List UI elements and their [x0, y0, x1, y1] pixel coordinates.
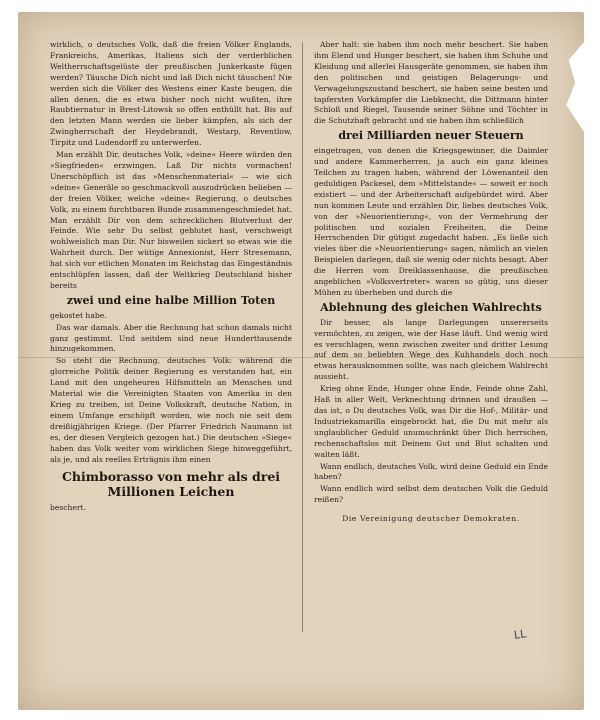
headline-taxes: drei Milliarden neuer Steuern — [338, 129, 524, 143]
headline-corpses: Chimborasso von mehr als drei Millionen Leichen — [61, 469, 281, 500]
paragraph: Das war damals. Aber die Rechnung hat schon damals nicht ganz gestimmt. Und seitdem sind neue Hunderttausende hinzugekommen. — [50, 322, 292, 354]
headline-dead: zwei und eine halbe Million Toten — [66, 293, 276, 307]
paragraph: gekostet habe. — [50, 310, 107, 320]
paragraph: wirklich, o deutsches Volk, daß die freien Völker Englands, Frankreichs, Amerikas, Italiens sich der verderblichen Weltherrschaftsgelüste der preußischen Junkerkaste fügen werden? Täusche Dich nicht und laß Dich nicht täuschen! Nie werden sich die Völker des Westens einer Kaste beugen, die allen denen, die es etwa bisher noch nicht wußten, ihre Raubtiernatur in Brest-Litowsk so offen enthüllt hat. Bis auf den letzten Mann werden sie lieber kämpfen, als sich der Zwingherrschaft der Heydebrandt, Westarp, Reventlow, Tirpitz und Ludendorff zu unterwerfen. — [50, 40, 292, 148]
paragraph: Krieg ohne Ende, Hunger ohne Ende, Feinde ohne Zahl, Haß in aller Welt, Verknechtung drinnen und draußen — das ist, o Du deutsches Volk, was Dir die Hof-, Militär- und Industriekamarilla eingebrockt hat, die Du mit mehr als unglaublicher Geduld unumschränkt über Dich herrschen, rechenschaftslos mit Deinem Gut und Blut schalten und walten läßt. — [314, 384, 548, 459]
column-divider — [302, 42, 303, 632]
right-column — [314, 40, 548, 526]
paragraph: Man erzählt Dir, deutsches Volk, »deine« Heere würden den »Siegfrieden« erzwingen. Laß Dir nichts vormachen! Unerschöpflich ist das »Menschenmaterial« — wie sich »deine« Generäle so geschmackvoll auszudrücken belieben — der freien Völker, welche »deine« Regierung, o deutsches Volk, zu einem furchtbaren Bunde zusammengeschmiedet hat. Man erzählt Dir von dem schrecklichen Blutverlust der Feinde. Wie sehr Du selbst geblutet hast, verschweigt wohlweislich man Dir. Nur bisweilen sickert so etwas wie die Wahrheit durch. Der wütige Annexionist, Herr Stresemann, hat sich vor etlichen Monaten im Reichstag das Eingeständnis entschlüpfen lassen, daß der Weltkrieg Deutschland bisher bereits — [50, 150, 292, 290]
headline-suffrage: Ablehnung des gleichen Wahlrechts — [320, 300, 542, 314]
paragraph: So steht die Rechnung, deutsches Volk: während die glorreiche Politik deiner Regierung es verstanden hat, ein Land mit den ungeheuren Hilfsmitteln an Menschen und Material wie die Vereinigten Staaten von Amerika in den Krieg zu treiben, ist Deine Volkskraft, deutsche Nation, in einem Umfange erschöpft worden, wie noch nie seit dem dreißigjährigen Kriege. (Der Pfarrer Friedrich Naumann ist es, der diesen Vergleich gezogen hat.) Die deutschen »Siege« haben das Volk weiter vom wirklichen Siege hinweggeführt, als je, und als reelles Erträgnis ihm einen — [50, 356, 292, 464]
signature: Die Vereinigung deutscher Demokraten. — [342, 514, 520, 524]
paragraph: eingetragen, von denen die Kriegsgewinner, die Daimler und andere Kammerherren, ja auch ein ganz kleines Teilchen zu tragen haben, während der Löwenanteil den geduldigen Packesel, dem »Mittelstande« — soweit er noch existiert — und der Arbeiterschaft aufgebürdet wird. Aber nun kommen Leute und erzählen Dir, liebes deutsches Volk, von der »Neuorientierung«, von der Vermehrung der politischen und sozialen Freiheiten, die Deine Herrschenden Dir gütigst zugedacht haben. „Es ließe sich vieles über die »Neuorientierung« sagen, nämlich an vielen Beispielen darlegen, daß sie wenig oder nichts besagt. Aber die Herren vom Dreiklassenhause, die preußischen angeblichen »Volksvertreter« waren so gütig, uns dieser Mühen zu überheben und durch die — [314, 146, 548, 297]
paragraph: Aber halt: sie haben ihm noch mehr beschert. Sie haben ihm Elend und Hunger beschert, sie haben ihm Schuhe und Kleidung und allerlei Hausgeräte genommen, sie haben ihm den politischen und geistigen Belagerungs- und Verwagelungszustand beschert, sie haben seine besten und tapfersten Vorkämpfer die Liebknecht, die Dittmann hinter Schloß und Riegel, Tausende seiner Söhne und Töchter in die Schutzhaft gebracht und sie haben ihm schließlich — [314, 40, 548, 126]
paragraph: Dir besser, als lange Darlegungen unsererseits vermöchten, zu zeigen, wie der Hase läuft. Und wenig wird es verschlagen, wenn zwischen zweiter und dritter Lesung auf dem so beliebten Wege des Kuhhandels doch noch etwas herausknommen sollte, was nach gleichem Wahlrecht aussieht. — [314, 317, 548, 382]
paragraph: beschert. — [50, 503, 86, 513]
handwritten-mark: LL — [513, 627, 528, 642]
paragraph: Wann endlich, deutsches Volk, wird deine Geduld ein Ende haben? — [314, 461, 548, 482]
torn-edge — [562, 42, 584, 132]
left-column — [50, 40, 292, 515]
paragraph: Wann endlich wird selbst dem deutschen Volk die Geduld reißen? — [314, 484, 548, 505]
